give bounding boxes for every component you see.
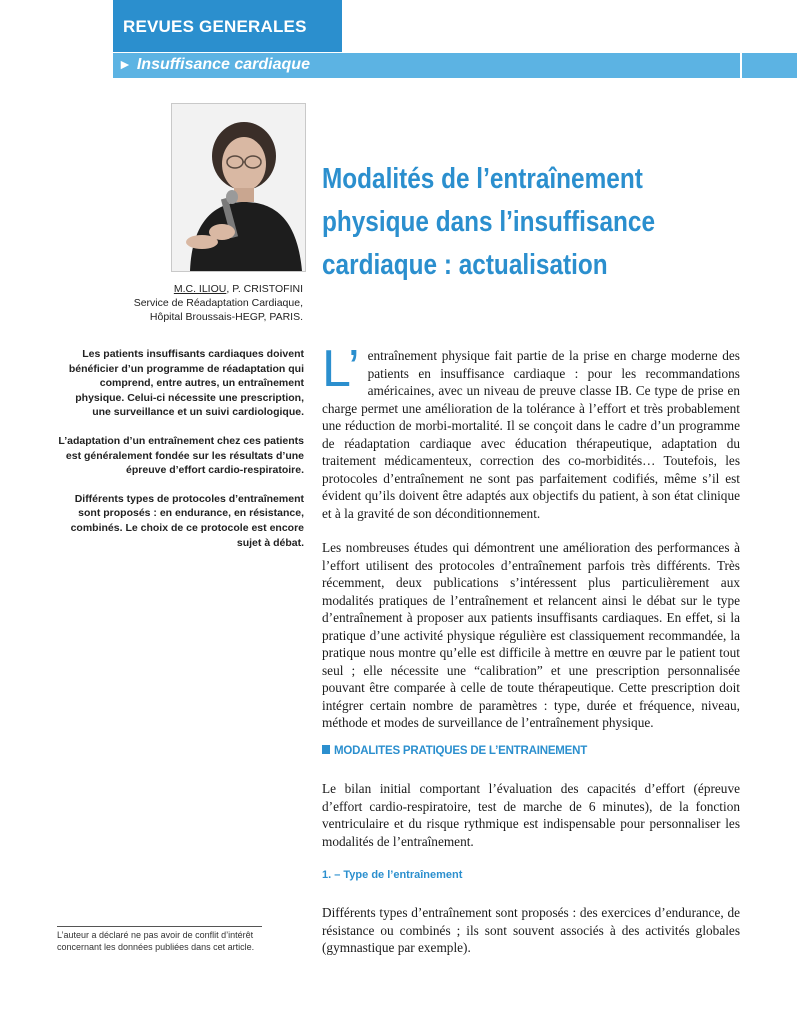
author-department: Service de Réadaptation Cardiaque, — [133, 297, 303, 309]
body-paragraph — [322, 539, 740, 732]
body-paragraph — [322, 780, 740, 850]
title-line: physique dans l’insuffisance — [322, 206, 656, 238]
section-label: REVUES GENERALES — [123, 17, 307, 36]
topic-bar-tail — [742, 53, 797, 78]
abstract-sidebar — [57, 347, 304, 564]
topic-label: Insuffisance cardiaque — [136, 56, 310, 73]
body-text: Le bilan initial comportant l’évaluation des capacités d’effort (épreuve d’effort cardio-respiratoire, test de marche de 6 minutes), de la fonction ventriculaire et du risque rythmique est indispensable pour personnaliser les modalités de l’entraînement. — [322, 781, 740, 849]
subsection-heading: 1. – Type de l’entraînement — [322, 869, 463, 881]
article-title — [322, 158, 675, 287]
title-line: Modalités de l’entraînement — [322, 163, 643, 195]
author-photo — [171, 103, 306, 272]
abstract-paragraph: Les patients insuffisants cardiaques doivent bénéficier d’un programme de réadaptation qui comprend, entre autres, un entraînement physique. Celui-ci nécessite une prescription, une surveillance et un suivi cardiologique. — [68, 348, 304, 419]
section-heading-text: MODALITES PRATIQUES DE L’ENTRAINEMENT — [334, 745, 588, 757]
abstract-paragraph: L’adaptation d’un entraînement chez ces patients est généralement fondée sur les résultats d’une épreuve d’effort cardio-respiratoire. — [58, 434, 304, 477]
intro-paragraph — [322, 340, 740, 522]
body-text: Les nombreuses études qui démontrent une amélioration des performances à l’effort utilisent des protocoles d’entraînement parfois très différents. Très récemment, deux publications s’intéressent plus particulièrement aux modalités pratiques de l’entraînement et relancent ainsi le débat sur le type d’entraînement à proposer aux patients insuffisants cardiaques. En effet, si la pratique d’une activité physique régulière est classiquement recommandée, la pratique nous montre qu’elle est difficile à mettre en œuvre par le patient tout seul ; elle nécessite une “calibration” et une prescription personnalisée pouvant être comparée à celle de toute thérapeutique. Cette prescription doit intégrer certain nombre de paramètres : type, durée et fréquence, niveau, méthode et modes de surveillance de l’entraînement physique. — [322, 540, 740, 730]
section-marker-icon — [322, 745, 330, 754]
section-tab — [113, 0, 342, 52]
author-portrait-image — [172, 104, 305, 271]
title-line: cardiaque : actualisation — [322, 249, 608, 281]
body-text: Différents types d’entraînement sont proposés : des exercices d’endurance, de résistance ou combinés ; ils sont souvent associés à des activités globales (gymnastique par exemple). — [322, 905, 740, 955]
author-names — [110, 282, 303, 296]
footnote-divider — [57, 926, 262, 927]
intro-text: entraînement physique fait partie de la prise en charge moderne des patients en insuffisance cardiaque : pour les recommandations américaines, avec un niveau de preuve classe IB. Ce type de prise en charge permet une amélioration de la tolérance à l’effort et très probablement une réduction de morbi-mortalité. Il se conçoit dans le cadre d’un programme de réadaptation cardiaque avec éducation thérapeutique, adaptation du traitement médicamenteux, correction des co-morbidités… Toutefois, les protocoles d’entraînement ne sont pas parfaitement codifiés, même s’il est évident qu’ils doivent être adaptés aux objectifs du patient, à son état clinique et à la gravité de son déconditionnement. — [322, 348, 740, 521]
author-hospital: Hôpital Broussais-HEGP, PARIS. — [149, 311, 303, 323]
section-heading — [322, 745, 587, 757]
coauthor: , P. CRISTOFINI — [226, 283, 303, 295]
first-author: M.C. ILIOU — [173, 283, 227, 295]
drop-cap: L’ — [322, 340, 360, 398]
body-paragraph — [322, 904, 740, 957]
author-block — [110, 282, 303, 324]
triangle-right-icon: ► — [118, 56, 132, 72]
topic-bar — [113, 53, 740, 78]
abstract-paragraph: Différents types de protocoles d’entraînement sont proposés : en endurance, en résistance, combinés. Le choix de ce protocole est encore sujet à débat. — [70, 492, 304, 549]
footnote: L’auteur a déclaré ne pas avoir de conflit d’intérêt concernant les données publiées dans cet article. — [57, 930, 255, 952]
